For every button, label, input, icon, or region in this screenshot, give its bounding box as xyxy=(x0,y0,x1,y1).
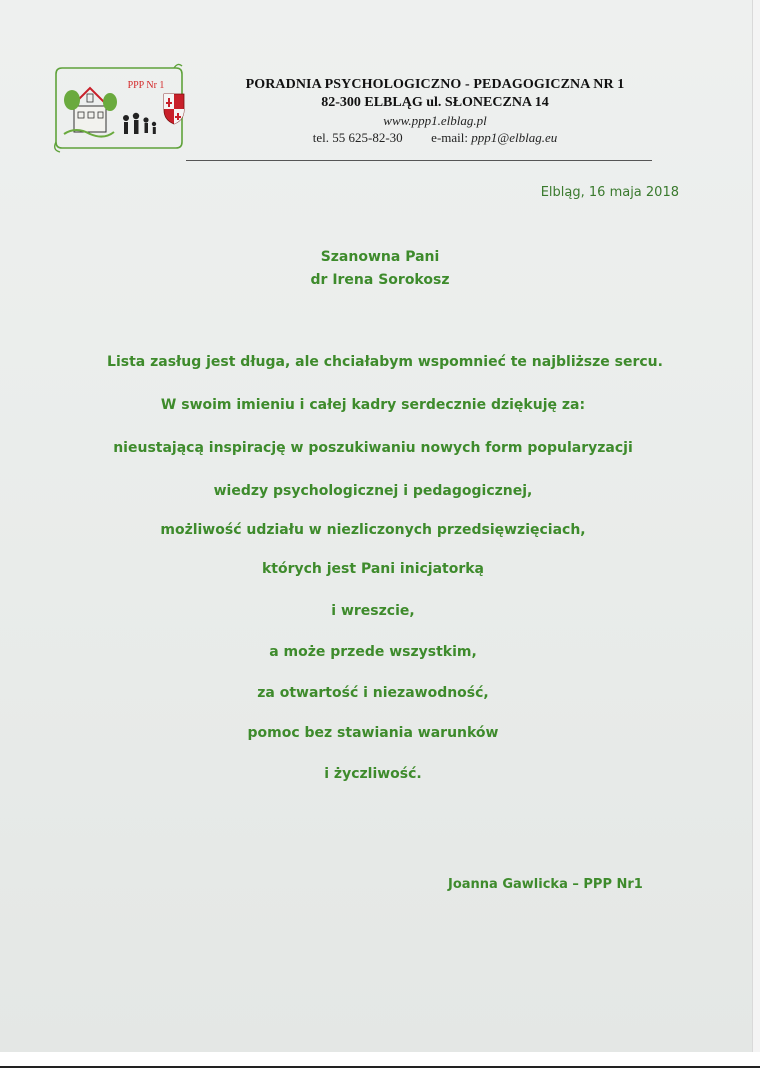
letterhead xyxy=(200,76,670,147)
letter-date: Elbląg, 16 maja 2018 xyxy=(540,185,679,200)
salutation-line-2: dr Irena Sorokosz xyxy=(310,272,450,288)
body-line: i życzliwość. xyxy=(324,766,422,782)
body-line: wiedzy psychologicznej i pedagogicznej, xyxy=(213,483,533,499)
logo-label: PPP Nr 1 xyxy=(127,80,165,91)
email-address: ppp1@elblag.eu xyxy=(471,130,558,145)
body-line: za otwartość i niezawodność, xyxy=(257,685,489,701)
phone-label: tel. xyxy=(312,130,329,145)
header-divider xyxy=(186,160,652,161)
body-line: nieustającą inspirację w poszukiwaniu nowych form popularyzacji xyxy=(113,440,633,456)
institution-website: www.ppp1.elblag.pl xyxy=(383,113,487,128)
email-label: e-mail: xyxy=(431,130,468,145)
body-line: których jest Pani inicjatorką xyxy=(261,561,485,577)
scan-border-line xyxy=(0,1066,760,1068)
body-line: Lista zasług jest długa, ale chciałabym wspomnieć te najbliższe sercu. xyxy=(107,354,663,370)
institution-contact xyxy=(200,129,670,147)
body-line: możliwość udziału w niezliczonych przedsięwzięciach, xyxy=(160,522,586,538)
phone-number: 55 625-82-30 xyxy=(332,130,403,145)
institution-name: PORADNIA PSYCHOLOGICZNO - PEDAGOGICZNA NR 1 xyxy=(245,77,625,92)
ppp-logo-icon xyxy=(46,60,194,158)
body-line: pomoc bez stawiania warunków xyxy=(247,725,499,741)
institution-address: 82-300 ELBLĄG ul. SŁONECZNA 14 xyxy=(321,95,549,110)
signature: Joanna Gawlicka – PPP Nr1 xyxy=(448,877,643,892)
body-line: a może przede wszystkim, xyxy=(269,644,477,660)
body-line: W swoim imieniu i całej kadry serdecznie dziękuję za: xyxy=(160,397,586,413)
body-line: i wreszcie, xyxy=(331,603,415,619)
salutation-line-1: Szanowna Pani xyxy=(320,249,440,265)
